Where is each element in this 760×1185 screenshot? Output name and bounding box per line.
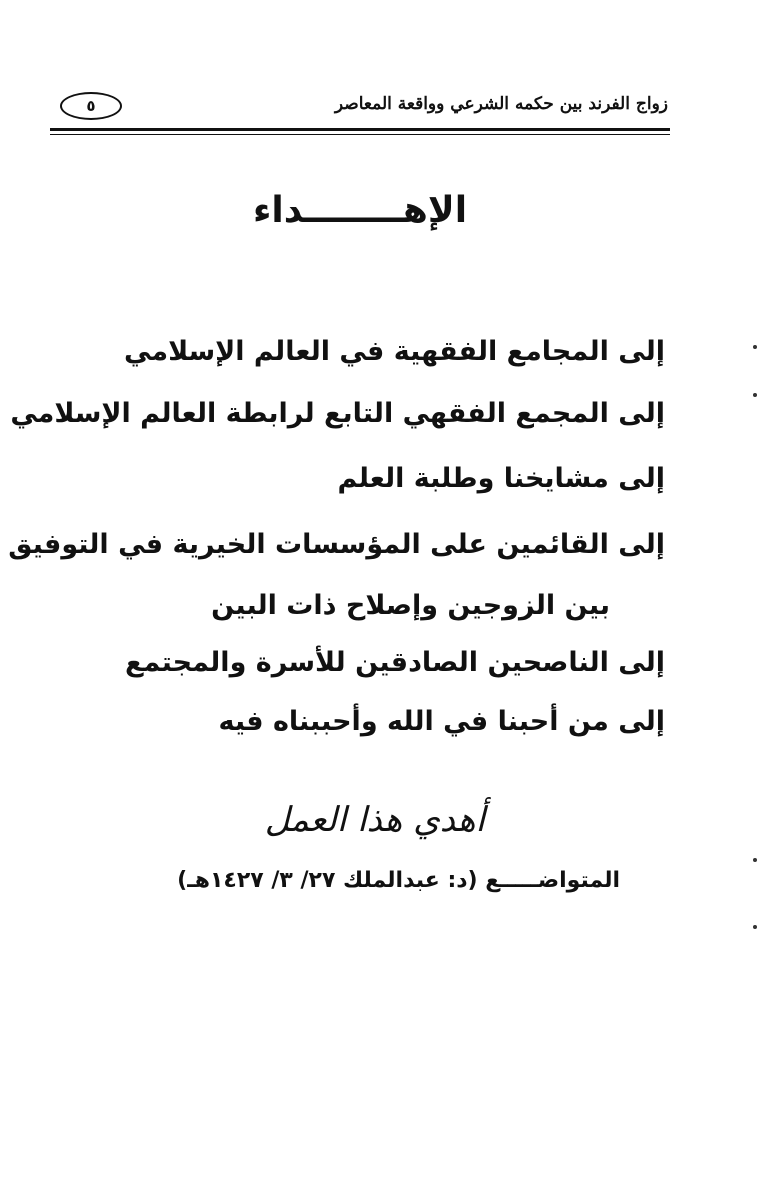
- author-signature: المتواضـــــع (د: عبدالملك ٢٧/ ٣/ ١٤٢٧هـ): [177, 868, 620, 893]
- dedication-line: إلى المجمع الفقهي التابع لرابطة العالم الإسلامي: [10, 398, 665, 429]
- running-title: زواج الفرند بين حكمه الشرعي وواقعة المعاصر: [334, 94, 668, 114]
- dedication-line: إلى من أحبنا في الله وأحببناه فيه: [218, 706, 665, 737]
- closing-phrase: أهدي هذا العمل: [264, 800, 485, 840]
- scan-speck: [753, 858, 757, 862]
- running-header: [52, 92, 668, 128]
- dedication-title: الإهــــــــداء: [252, 190, 468, 231]
- dedication-line: إلى المجامع الفقهية في العالم الإسلامي: [124, 336, 665, 367]
- scan-speck: [753, 393, 757, 397]
- header-rule: [50, 128, 670, 135]
- page-number: ٥: [60, 92, 122, 120]
- dedication-line: إلى مشايخنا وطلبة العلم: [337, 463, 665, 494]
- dedication-line: إلى الناصحين الصادقين للأسرة والمجتمع: [125, 647, 665, 678]
- scan-speck: [753, 925, 757, 929]
- dedication-line: إلى القائمين على المؤسسات الخيرية في التوفيق: [8, 529, 665, 560]
- scan-speck: [753, 345, 757, 349]
- dedication-line: بين الزوجين وإصلاح ذات البين: [211, 590, 610, 621]
